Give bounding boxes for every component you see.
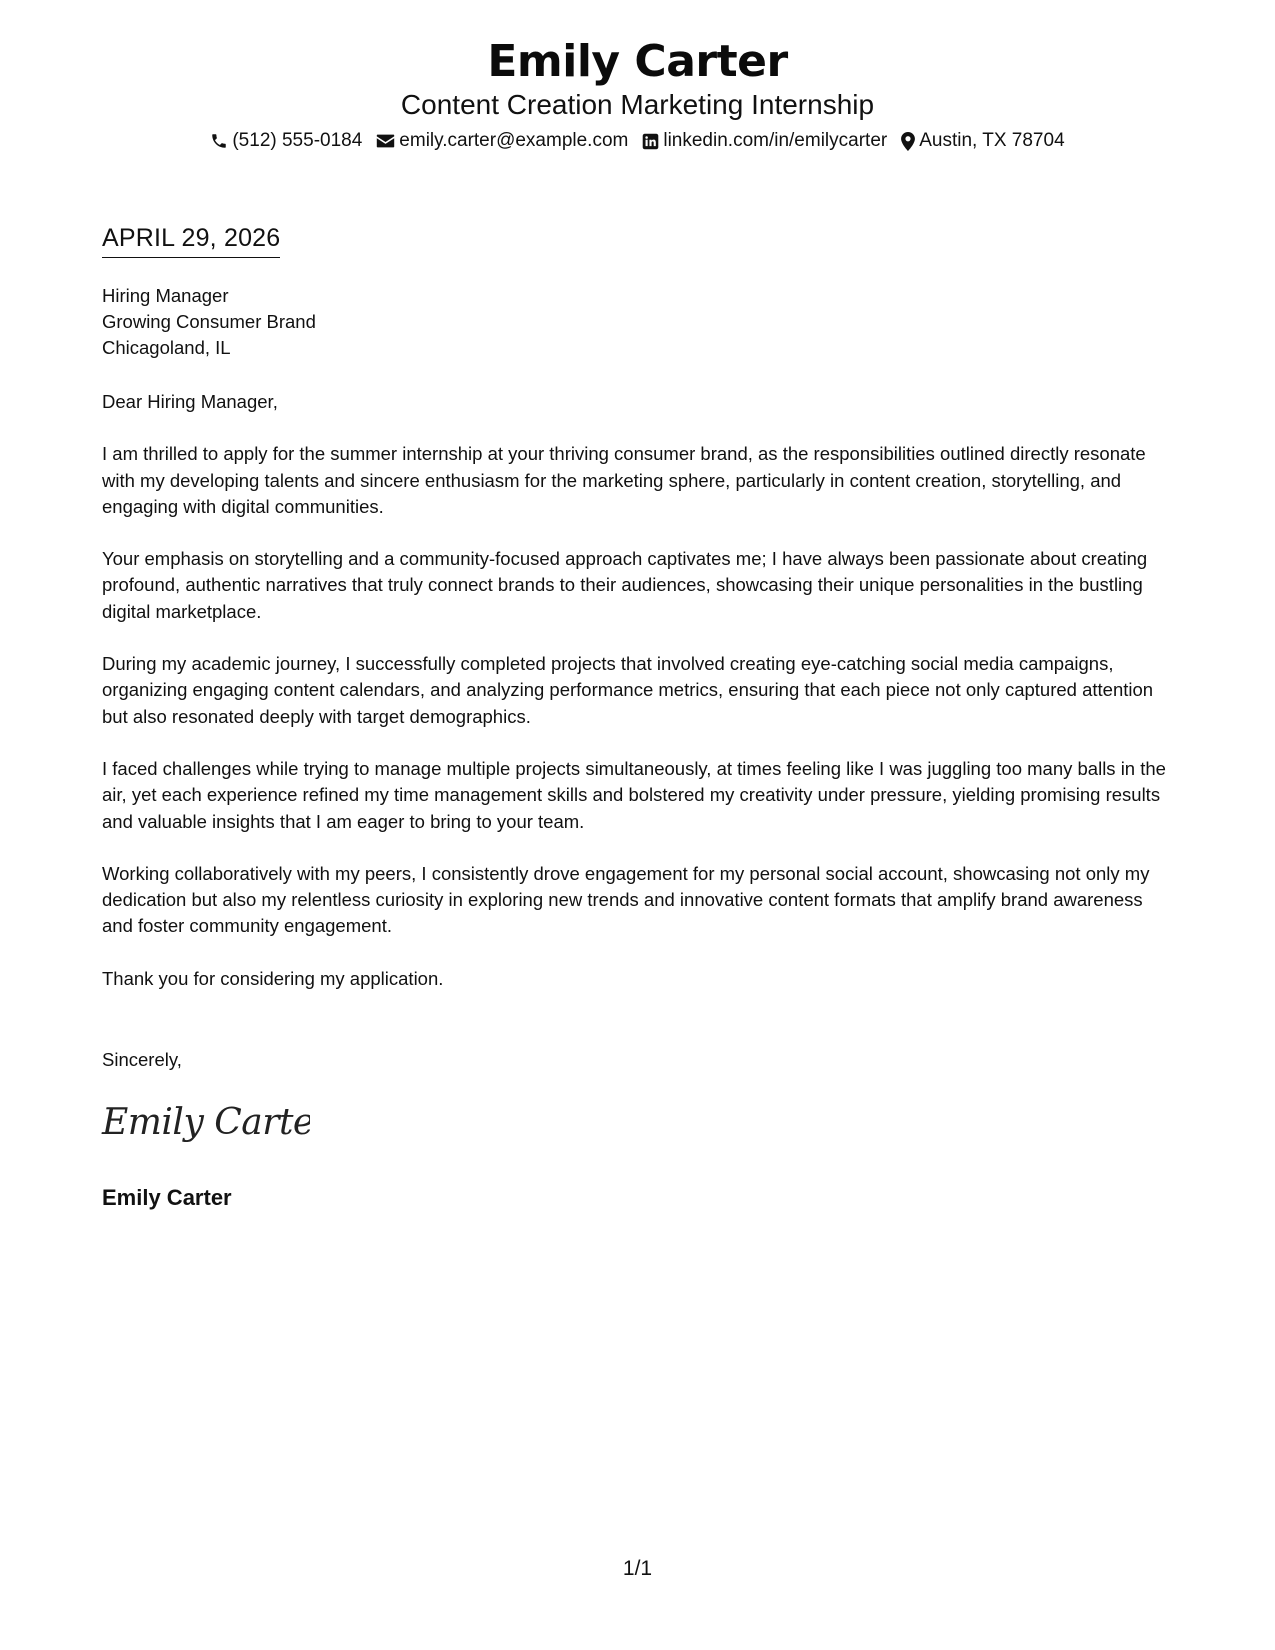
recipient-address: [102, 283, 316, 361]
contact-linkedin[interactable]: [642, 128, 887, 154]
body-paragraph: I am thrilled to apply for the summer internship at your thriving consumer brand, as the responsibilities outlined directly resonate with my developing talents and sincere enthusiasm for the marketing sphere, particularly in content creation, storytelling, and engaging with digital communities.: [102, 443, 1146, 517]
phone-icon: [210, 132, 228, 150]
handwritten-signature: [100, 1098, 310, 1153]
contact-bar: [0, 128, 1275, 154]
envelope-icon: [376, 133, 395, 149]
body-paragraph: Working collaboratively with my peers, I consistently drove engagement for my personal social account, showcasing not only my dedication but also my relentless curiosity in exploring new trends and innovative content formats that amplify brand awareness and foster community engagement.: [102, 862, 1150, 937]
contact-phone: [210, 128, 362, 154]
email-text: emily.carter@example.com: [399, 130, 629, 151]
linkedin-text: linkedin.com/in/emilycarter: [663, 130, 888, 151]
recipient-title: Hiring Manager: [102, 285, 229, 306]
phone-text: (512) 555-0184: [232, 130, 363, 151]
recipient-company: Growing Consumer Brand: [102, 311, 316, 332]
closing-line: Sincerely,: [102, 1049, 182, 1070]
applicant-name: Emily Carter: [487, 36, 788, 87]
thanks-line: Thank you for considering my application.: [102, 967, 444, 989]
map-pin-icon: [901, 132, 915, 151]
signer-name: Emily Carter: [102, 1185, 232, 1210]
body-paragraph: During my academic journey, I successfully completed projects that involved creating eye-catching social media campaigns, organizing engaging content calendars, and analyzing performance metrics, ensuring that each piece not only captured attention but also resonated deeply with target demographics.: [102, 653, 1154, 727]
page-number: 1/1: [622, 1557, 653, 1580]
signature-glyphs: Emily Carter: [102, 1102, 310, 1143]
contact-email[interactable]: [376, 128, 628, 154]
letter-date: APRIL 29, 2026: [102, 222, 280, 258]
linkedin-icon: [642, 133, 659, 150]
recipient-location: Chicagoland, IL: [102, 337, 231, 358]
salutation: Dear Hiring Manager,: [102, 391, 278, 412]
letter-body: [102, 389, 1177, 1018]
letter-header: [0, 36, 1275, 154]
letter-date-block: [102, 222, 280, 258]
position-title: Content Creation Marketing Internship: [400, 89, 875, 120]
body-paragraph: Your emphasis on storytelling and a community-focused approach captivates me; I have always been passionate about creating profound, authentic narratives that truly connect brands to their audiences, showcasing their unique personalities in the bustling digital marketplace.: [102, 548, 1148, 622]
body-paragraph: I faced challenges while trying to manage multiple projects simultaneously, at times feeling like I was juggling too many balls in the air, yet each experience refined my time management skills and bolstered my creativity under pressure, yielding promising results and valuable insights that I am eager to bring to your team.: [102, 757, 1166, 832]
location-text: Austin, TX 78704: [919, 130, 1065, 151]
contact-location: [901, 128, 1064, 154]
